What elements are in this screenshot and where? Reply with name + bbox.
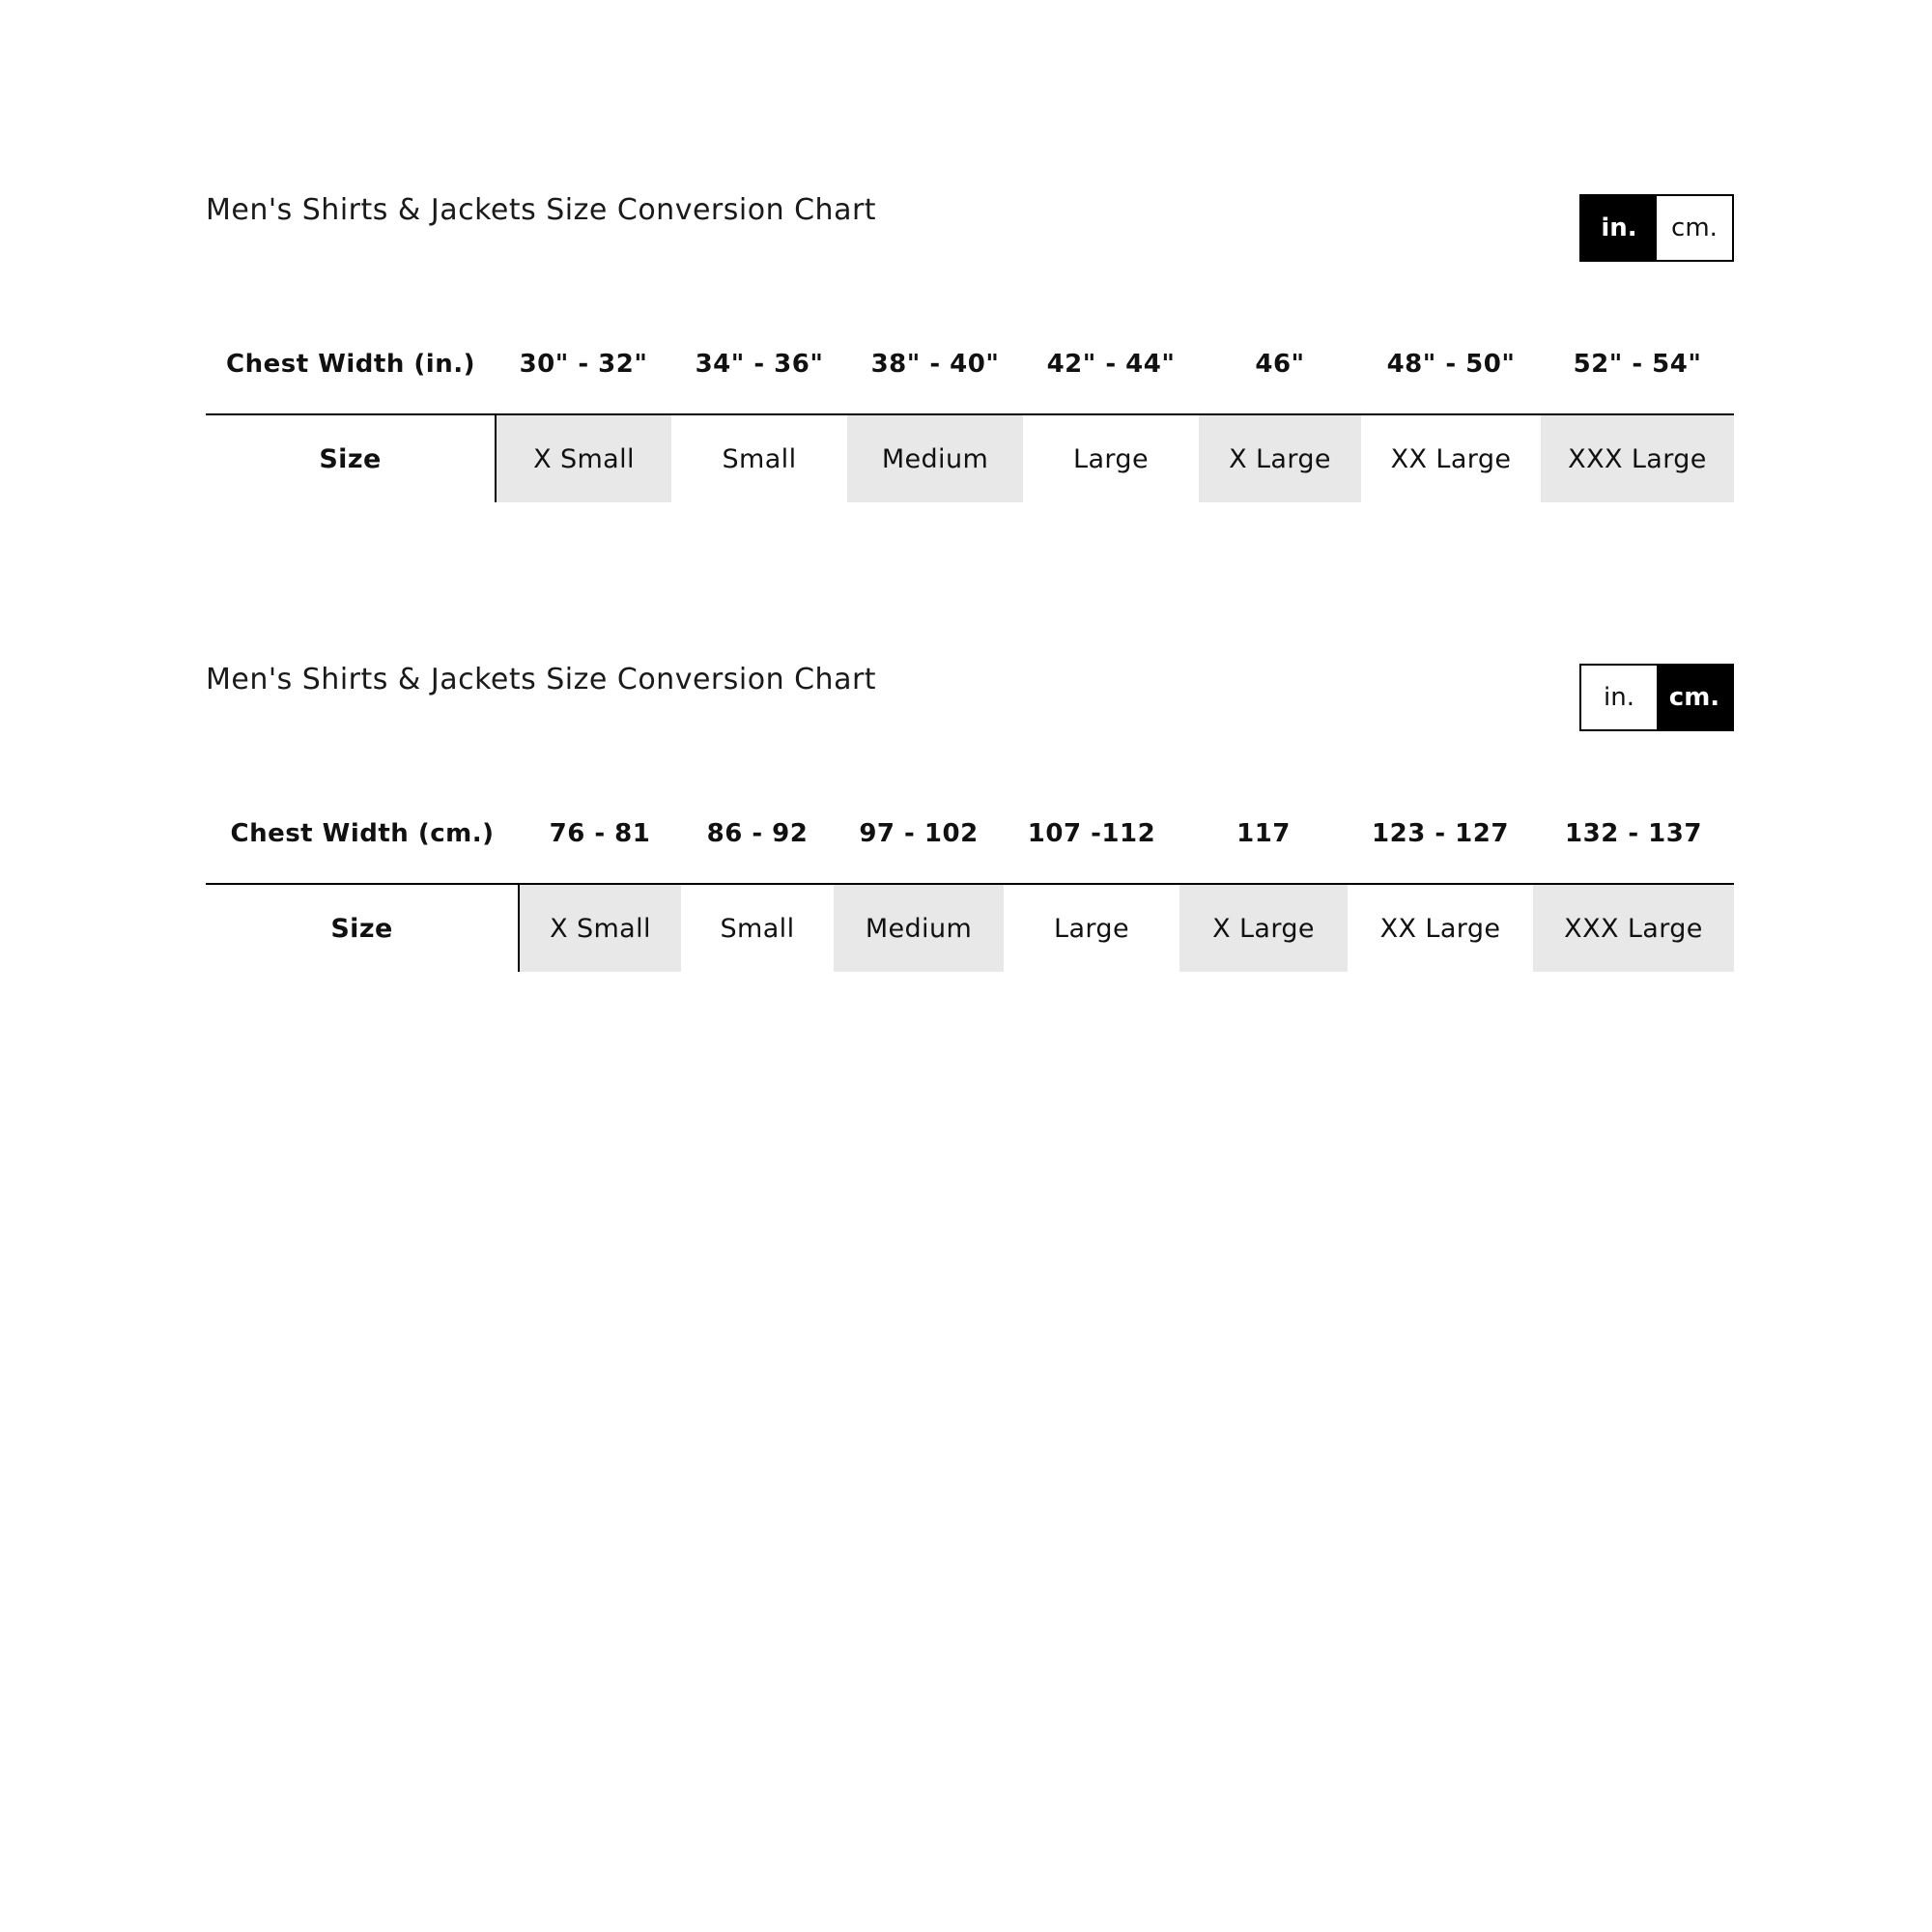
size-cell: XX Large — [1390, 443, 1512, 474]
measurement-cell: 86 - 92 — [681, 784, 834, 884]
measurement-cell: 123 - 127 — [1348, 784, 1533, 884]
size-cell: X Small — [519, 884, 681, 972]
measurement-cell: 132 - 137 — [1533, 784, 1734, 884]
size-cell: Small — [720, 913, 795, 944]
size-cell: Large — [1073, 443, 1149, 474]
size-label: Size — [206, 414, 496, 502]
size-cell: Medium — [834, 884, 1004, 972]
measurement-cell: 42" - 44" — [1023, 315, 1199, 414]
size-cell: XXX Large — [1541, 414, 1734, 502]
measurement-cell: 117 — [1179, 784, 1348, 884]
size-table — [206, 784, 1734, 972]
size-cell: X Large — [1179, 884, 1348, 972]
size-cell: Small — [722, 443, 797, 474]
chest-width-header: Chest Width (in.) — [206, 315, 496, 414]
unit-toggle — [1579, 664, 1734, 731]
size-cell: XXX Large — [1533, 884, 1734, 972]
chart-title: Men's Shirts & Jackets Size Conversion Chart — [206, 663, 877, 696]
unit-toggle — [1579, 194, 1734, 262]
measurement-cell: 38" - 40" — [847, 315, 1023, 414]
size-label: Size — [206, 884, 519, 972]
measurement-cell: 97 - 102 — [834, 784, 1004, 884]
chest-width-header: Chest Width (cm.) — [206, 784, 519, 884]
size-chart-cm — [206, 663, 1734, 972]
chart-header — [206, 193, 1734, 265]
unit-toggle-inches[interactable]: in. — [1581, 196, 1657, 260]
size-table — [206, 315, 1734, 502]
measurement-cell: 46" — [1199, 315, 1361, 414]
table-header-row — [206, 784, 1734, 884]
size-cell: XX Large — [1379, 913, 1501, 944]
table-size-row — [206, 414, 1734, 502]
size-cell: Medium — [847, 414, 1023, 502]
size-cell: Large — [1054, 913, 1129, 944]
table-size-row — [206, 884, 1734, 972]
measurement-cell: 30" - 32" — [496, 315, 671, 414]
measurement-cell: 48" - 50" — [1361, 315, 1541, 414]
measurement-cell: 34" - 36" — [671, 315, 847, 414]
table-header-row — [206, 315, 1734, 414]
measurement-cell: 107 -112 — [1004, 784, 1179, 884]
size-cell: X Small — [496, 414, 671, 502]
measurement-cell: 52" - 54" — [1541, 315, 1734, 414]
size-chart-inches — [206, 193, 1734, 502]
unit-toggle-inches[interactable]: in. — [1581, 666, 1657, 729]
unit-toggle-cm[interactable]: cm. — [1657, 666, 1732, 729]
chart-header — [206, 663, 1734, 734]
size-cell: X Large — [1199, 414, 1361, 502]
unit-toggle-cm[interactable]: cm. — [1657, 196, 1732, 260]
chart-title: Men's Shirts & Jackets Size Conversion Chart — [206, 193, 877, 227]
measurement-cell: 76 - 81 — [519, 784, 681, 884]
